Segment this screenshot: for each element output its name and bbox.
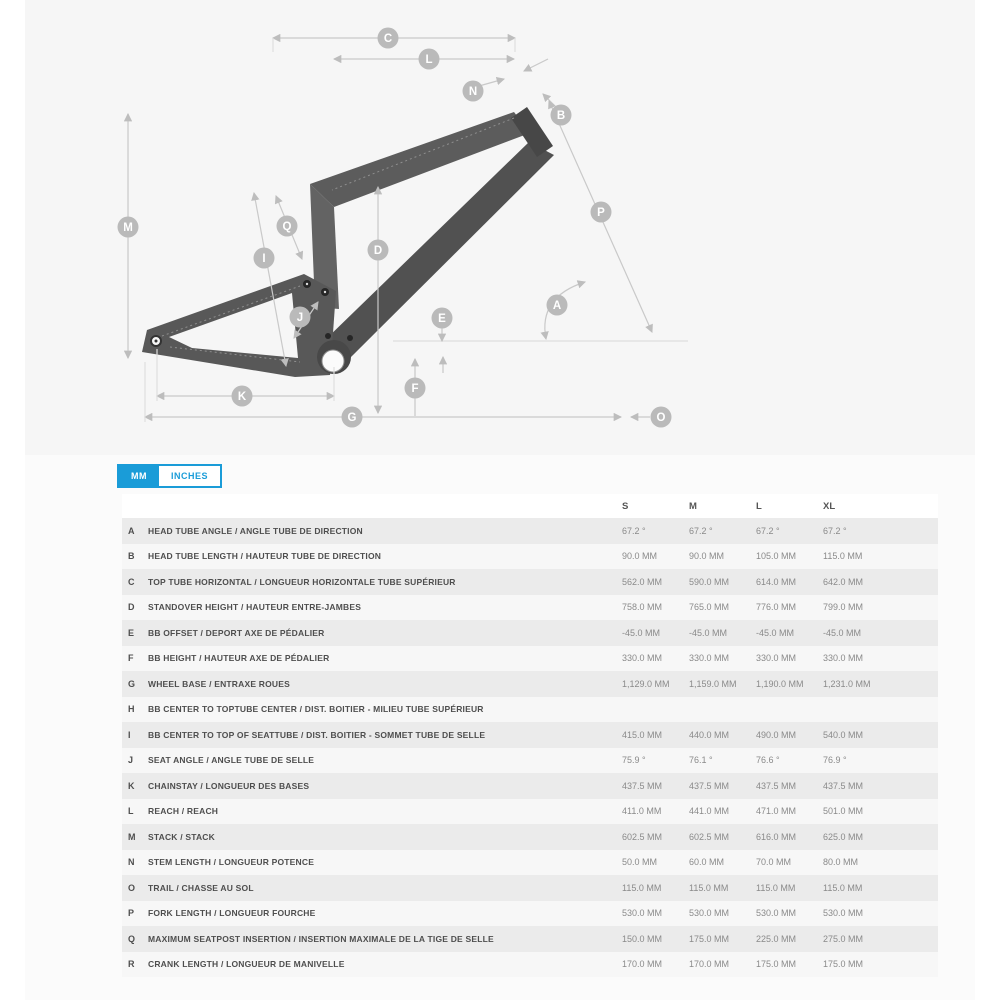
table-row bbox=[122, 875, 938, 901]
callout-p bbox=[591, 202, 612, 223]
row-value: 170.0 MM bbox=[622, 959, 663, 970]
row-letter: L bbox=[128, 806, 134, 817]
row-value: 415.0 MM bbox=[622, 729, 663, 740]
row-value: 225.0 MM bbox=[756, 933, 797, 944]
row-value: 67.2 ° bbox=[622, 525, 646, 536]
row-label: CHAINSTAY / LONGUEUR DES BASES bbox=[148, 780, 310, 791]
callout-k bbox=[232, 386, 253, 407]
callout-j bbox=[290, 307, 311, 328]
row-value: 437.5 MM bbox=[622, 780, 663, 791]
row-letter: B bbox=[128, 551, 135, 562]
row-value: 115.0 MM bbox=[756, 882, 796, 893]
row-label: HEAD TUBE ANGLE / ANGLE TUBE DE DIRECTION bbox=[148, 525, 363, 536]
row-value: -45.0 MM bbox=[823, 627, 862, 638]
table-row bbox=[122, 518, 938, 544]
table-row bbox=[122, 748, 938, 774]
svg-text:I: I bbox=[262, 253, 266, 265]
row-value: 765.0 MM bbox=[689, 602, 730, 613]
svg-text:D: D bbox=[373, 245, 383, 257]
row-letter: H bbox=[128, 704, 135, 715]
table-row bbox=[122, 901, 938, 927]
table-row bbox=[122, 773, 938, 799]
svg-text:B: B bbox=[556, 110, 566, 122]
row-value: 540.0 MM bbox=[823, 729, 864, 740]
row-value: 90.0 MM bbox=[689, 551, 725, 562]
row-value: 1,129.0 MM bbox=[622, 678, 670, 689]
callout-l bbox=[419, 49, 440, 70]
svg-text:F: F bbox=[411, 383, 419, 395]
row-value: 614.0 MM bbox=[756, 576, 797, 587]
size-column-header: S bbox=[622, 500, 629, 512]
rear-dropout bbox=[151, 336, 161, 346]
row-value: 90.0 MM bbox=[622, 551, 658, 562]
row-value: 440.0 MM bbox=[689, 729, 730, 740]
row-letter: F bbox=[128, 653, 134, 664]
size-column-header: M bbox=[689, 500, 697, 512]
table-row bbox=[122, 671, 938, 697]
table-row bbox=[122, 722, 938, 748]
geometry-table bbox=[122, 494, 938, 977]
row-value: 602.5 MM bbox=[689, 831, 730, 842]
row-value: 616.0 MM bbox=[756, 831, 797, 842]
row-value: 1,190.0 MM bbox=[756, 678, 804, 689]
row-label: MAXIMUM SEATPOST INSERTION / INSERTION MAXIMALE DE LA TIGE DE SELLE bbox=[148, 933, 494, 944]
row-value: 758.0 MM bbox=[622, 602, 663, 613]
row-letter: E bbox=[128, 627, 135, 638]
table-header-row bbox=[122, 494, 938, 518]
row-label: TOP TUBE HORIZONTAL / LONGUEUR HORIZONTALE TUBE SUPÉRIEUR bbox=[148, 576, 456, 587]
row-value: 799.0 MM bbox=[823, 602, 864, 613]
row-letter: J bbox=[128, 755, 134, 766]
svg-text:M: M bbox=[123, 222, 133, 234]
row-letter: P bbox=[128, 908, 135, 919]
row-label: BB CENTER TO TOPTUBE CENTER / DIST. BOITIER - MILIEU TUBE SUPÉRIEUR bbox=[148, 704, 484, 715]
row-letter: K bbox=[128, 780, 135, 791]
row-value: 275.0 MM bbox=[823, 933, 864, 944]
callout-g bbox=[342, 407, 363, 428]
row-value: 776.0 MM bbox=[756, 602, 797, 613]
inches-toggle-button[interactable]: INCHES bbox=[159, 466, 220, 486]
row-value: 330.0 MM bbox=[689, 653, 730, 664]
table-row bbox=[122, 620, 938, 646]
row-label: TRAIL / CHASSE AU SOL bbox=[148, 882, 254, 893]
svg-text:C: C bbox=[383, 33, 393, 45]
row-label: STACK / STACK bbox=[148, 831, 215, 842]
table-row bbox=[122, 544, 938, 570]
row-letter: R bbox=[128, 959, 135, 970]
row-label: WHEEL BASE / ENTRAXE ROUES bbox=[148, 678, 291, 689]
row-letter: I bbox=[128, 729, 131, 740]
row-value: 50.0 MM bbox=[622, 857, 658, 868]
svg-text:N: N bbox=[468, 86, 478, 98]
row-value: 330.0 MM bbox=[622, 653, 663, 664]
row-value: 80.0 MM bbox=[823, 857, 859, 868]
table-body bbox=[122, 518, 938, 977]
row-value: 175.0 MM bbox=[689, 933, 730, 944]
row-label: BB CENTER TO TOP OF SEATTUBE / DIST. BOITIER - SOMMET TUBE DE SELLE bbox=[148, 729, 486, 740]
dimension-lines bbox=[128, 38, 688, 422]
row-value: 76.6 ° bbox=[756, 755, 780, 766]
table-row bbox=[122, 850, 938, 876]
row-value: 530.0 MM bbox=[823, 908, 864, 919]
callout-b bbox=[551, 105, 572, 126]
row-value: 1,159.0 MM bbox=[689, 678, 737, 689]
row-value: 175.0 MM bbox=[823, 959, 864, 970]
row-value: -45.0 MM bbox=[622, 627, 661, 638]
row-value: 105.0 MM bbox=[756, 551, 797, 562]
row-value: 625.0 MM bbox=[823, 831, 864, 842]
table-row bbox=[122, 595, 938, 621]
bike-frame-illustration bbox=[142, 107, 554, 377]
row-letter: C bbox=[128, 576, 135, 587]
row-letter: N bbox=[128, 857, 135, 868]
row-letter: D bbox=[128, 602, 135, 613]
row-label: BB OFFSET / DEPORT AXE DE PÉDALIER bbox=[148, 627, 325, 638]
table-row bbox=[122, 646, 938, 672]
frame-geometry-diagram bbox=[25, 0, 975, 455]
row-value: 70.0 MM bbox=[756, 857, 792, 868]
svg-text:G: G bbox=[347, 412, 357, 424]
row-letter: O bbox=[128, 882, 136, 893]
row-value: 411.0 MM bbox=[622, 806, 662, 817]
row-letter: M bbox=[128, 831, 136, 842]
table-row bbox=[122, 697, 938, 723]
row-value: 67.2 ° bbox=[756, 525, 780, 536]
row-label: HEAD TUBE LENGTH / HAUTEUR TUBE DE DIRECTION bbox=[148, 551, 382, 562]
row-value: 530.0 MM bbox=[622, 908, 663, 919]
row-value: 437.5 MM bbox=[756, 780, 797, 791]
unit-toggle bbox=[117, 464, 222, 488]
svg-text:A: A bbox=[552, 300, 562, 312]
row-label: REACH / REACH bbox=[148, 806, 219, 817]
callout-n bbox=[463, 81, 484, 102]
row-value: 602.5 MM bbox=[622, 831, 663, 842]
table-row bbox=[122, 952, 938, 978]
row-value: 530.0 MM bbox=[756, 908, 797, 919]
svg-text:L: L bbox=[425, 54, 433, 66]
row-value: 1,231.0 MM bbox=[823, 678, 871, 689]
row-letter: G bbox=[128, 678, 136, 689]
row-value: 67.2 ° bbox=[823, 525, 847, 536]
table-row bbox=[122, 926, 938, 952]
page-content bbox=[25, 0, 975, 1000]
row-value: 437.5 MM bbox=[689, 780, 730, 791]
size-column-header: XL bbox=[823, 500, 836, 512]
table-row bbox=[122, 824, 938, 850]
svg-text:J: J bbox=[296, 312, 304, 324]
row-value: 530.0 MM bbox=[689, 908, 730, 919]
callout-e bbox=[432, 308, 453, 329]
row-value: 115.0 MM bbox=[689, 882, 729, 893]
row-value: 60.0 MM bbox=[689, 857, 725, 868]
callout-d bbox=[368, 240, 389, 261]
row-value: -45.0 MM bbox=[689, 627, 728, 638]
row-letter: A bbox=[128, 525, 135, 536]
row-value: 590.0 MM bbox=[689, 576, 730, 587]
row-value: 642.0 MM bbox=[823, 576, 864, 587]
callout-q bbox=[277, 216, 298, 237]
size-column-header: L bbox=[756, 500, 762, 512]
callout-i bbox=[254, 248, 275, 269]
row-label: SEAT ANGLE / ANGLE TUBE DE SELLE bbox=[148, 755, 315, 766]
svg-text:O: O bbox=[656, 412, 666, 424]
row-label: STANDOVER HEIGHT / HAUTEUR ENTRE-JAMBES bbox=[148, 602, 362, 613]
svg-text:E: E bbox=[438, 313, 446, 325]
callout-a bbox=[547, 295, 568, 316]
row-value: 115.0 MM bbox=[823, 551, 863, 562]
row-value: 490.0 MM bbox=[756, 729, 797, 740]
row-value: 330.0 MM bbox=[823, 653, 864, 664]
row-value: 76.1 ° bbox=[689, 755, 713, 766]
row-value: 471.0 MM bbox=[756, 806, 797, 817]
row-value: 67.2 ° bbox=[689, 525, 713, 536]
row-label: STEM LENGTH / LONGUEUR POTENCE bbox=[148, 857, 315, 868]
row-value: 150.0 MM bbox=[622, 933, 663, 944]
row-label: FORK LENGTH / LONGUEUR FOURCHE bbox=[148, 908, 316, 919]
row-value: 175.0 MM bbox=[756, 959, 797, 970]
row-value: 441.0 MM bbox=[689, 806, 730, 817]
row-value: 115.0 MM bbox=[622, 882, 662, 893]
row-label: BB HEIGHT / HAUTEUR AXE DE PÉDALIER bbox=[148, 653, 330, 664]
row-value: 330.0 MM bbox=[756, 653, 797, 664]
table-row bbox=[122, 569, 938, 595]
svg-text:K: K bbox=[237, 391, 247, 403]
svg-text:Q: Q bbox=[282, 221, 292, 233]
row-value: 76.9 ° bbox=[823, 755, 847, 766]
table-row bbox=[122, 799, 938, 825]
callout-c bbox=[378, 28, 399, 49]
row-value: 437.5 MM bbox=[823, 780, 864, 791]
row-value: 501.0 MM bbox=[823, 806, 864, 817]
row-value: 115.0 MM bbox=[823, 882, 863, 893]
row-value: 562.0 MM bbox=[622, 576, 663, 587]
row-letter: Q bbox=[128, 933, 136, 944]
callout-m bbox=[118, 217, 139, 238]
row-value: 170.0 MM bbox=[689, 959, 730, 970]
row-label: CRANK LENGTH / LONGUEUR DE MANIVELLE bbox=[148, 959, 345, 970]
callout-f bbox=[405, 378, 426, 399]
row-value: -45.0 MM bbox=[756, 627, 795, 638]
row-value: 75.9 ° bbox=[622, 755, 646, 766]
callout-o bbox=[651, 407, 672, 428]
svg-text:P: P bbox=[597, 207, 605, 219]
mm-toggle-button[interactable]: MM bbox=[119, 466, 159, 486]
bike-frame-svg bbox=[0, 0, 1000, 460]
